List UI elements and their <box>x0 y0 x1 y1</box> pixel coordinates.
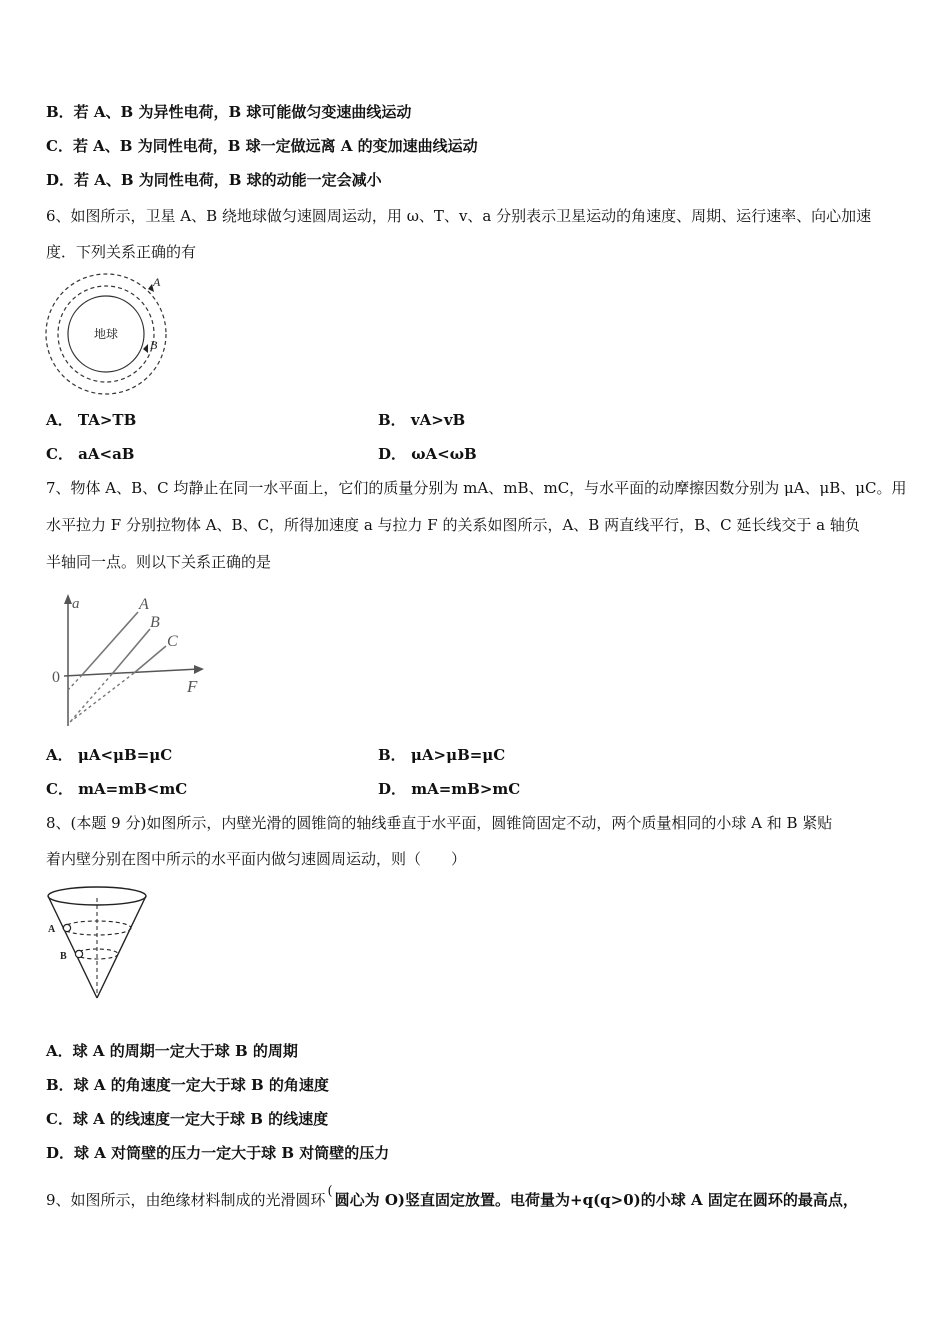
q6-stem-line2: 度．下列关系正确的有 <box>46 243 197 261</box>
line-c-label: C <box>167 633 178 650</box>
cone-left-wall <box>48 896 97 998</box>
satellite-b-arrow <box>143 344 148 353</box>
q7-stem-line1: 7、物体 A、B、C 均静止在同一水平面上，它们的质量分别为 mA、mB、mC，与水平面的动摩擦因数分别为 μA、μB、μC。用 <box>46 479 907 497</box>
cone-right-wall <box>97 896 146 998</box>
q7-stem-line2: 水平拉力 F 分别拉物体 A、B、C，所得加速度 a 与拉力 F 的关系如图所示，A、B 两直线平行，B、C 延长线交于 a 轴负 <box>46 516 860 534</box>
cone-rim <box>48 887 146 905</box>
q7-option-a: A． μA<μB=μC <box>46 746 173 764</box>
q7-option-c: C． mA=mB<mC <box>46 780 188 798</box>
earth-label: 地球 <box>93 327 119 341</box>
q8-option-d: D．球 A 对筒壁的压力一定大于球 B 对筒壁的压力 <box>46 1144 390 1162</box>
q7-graph-figure <box>44 586 214 731</box>
q9-stem-part2: 圆心为 O)竖直固定放置。电荷量为+q(q>0)的小球 A 固定在圆环的最高点， <box>334 1191 858 1209</box>
q6-option-b: B． vA>vB <box>378 411 466 429</box>
q7-stem-line3: 半轴同一点。则以下关系正确的是 <box>46 553 272 571</box>
q5-option-d: D．若 A、B 为同性电荷，B 球的动能一定会减小 <box>46 171 382 189</box>
satellite-a-label: A <box>153 275 161 289</box>
line-a-extension <box>68 675 82 690</box>
q8-stem-line2: 着内壁分别在图中所示的水平面内做匀速圆周运动，则（ ） <box>46 850 467 868</box>
f-axis-label: F <box>187 677 198 696</box>
ball-a <box>63 924 70 931</box>
q9-paren: ( <box>327 1184 333 1199</box>
line-c <box>134 646 166 673</box>
q8-cone-figure <box>44 884 159 1004</box>
q8-option-a: A．球 A 的周期一定大于球 B 的周期 <box>46 1042 298 1060</box>
q7-option-b: B． μA>μB=μC <box>378 746 506 764</box>
f-axis-arrow <box>194 665 204 674</box>
line-a-label: A <box>139 596 149 613</box>
q5-option-b: B．若 A、B 为异性电荷，B 球可能做匀变速曲线运动 <box>46 103 412 121</box>
a-axis-arrow <box>64 594 72 604</box>
q7-option-d: D． mA=mB>mC <box>378 780 521 798</box>
ball-b-label: B <box>60 951 67 962</box>
q6-option-c: C． aA<aB <box>46 445 135 463</box>
q6-stem-line1: 6、如图所示，卫星 A、B 绕地球做匀速圆周运动，用 ω、T、v、a 分别表示卫星运动的角速度、周期、运行速率、向心加速 <box>46 207 872 225</box>
line-a <box>82 612 138 675</box>
q8-option-c: C．球 A 的线速度一定大于球 B 的线速度 <box>46 1110 329 1128</box>
q9-stem-part1: 9、如图所示，由绝缘材料制成的光滑圆环 <box>46 1191 326 1209</box>
line-c-extension <box>70 673 134 722</box>
satellite-b-label: B <box>150 338 158 352</box>
origin-label: 0 <box>52 669 60 686</box>
q5-option-c: C．若 A、B 为同性电荷，B 球一定做远离 A 的变加速曲线运动 <box>46 137 478 155</box>
ball-b <box>75 950 82 957</box>
q6-option-a: A． TA>TB <box>46 411 137 429</box>
q6-option-d: D． ωA<ωB <box>378 445 477 463</box>
line-b-label: B <box>150 614 160 631</box>
q6-orbit-figure <box>40 270 175 398</box>
q8-stem-line1: 8、(本题 9 分)如图所示，内壁光滑的圆锥筒的轴线垂直于水平面，圆锥筒固定不动，两个质量相同的小球 A 和 B 紧贴 <box>46 814 833 832</box>
q8-option-b: B．球 A 的角速度一定大于球 B 的角速度 <box>46 1076 329 1094</box>
ball-a-label: A <box>48 924 56 935</box>
q9-stem <box>46 1184 858 1212</box>
a-axis-label: a <box>72 596 80 612</box>
